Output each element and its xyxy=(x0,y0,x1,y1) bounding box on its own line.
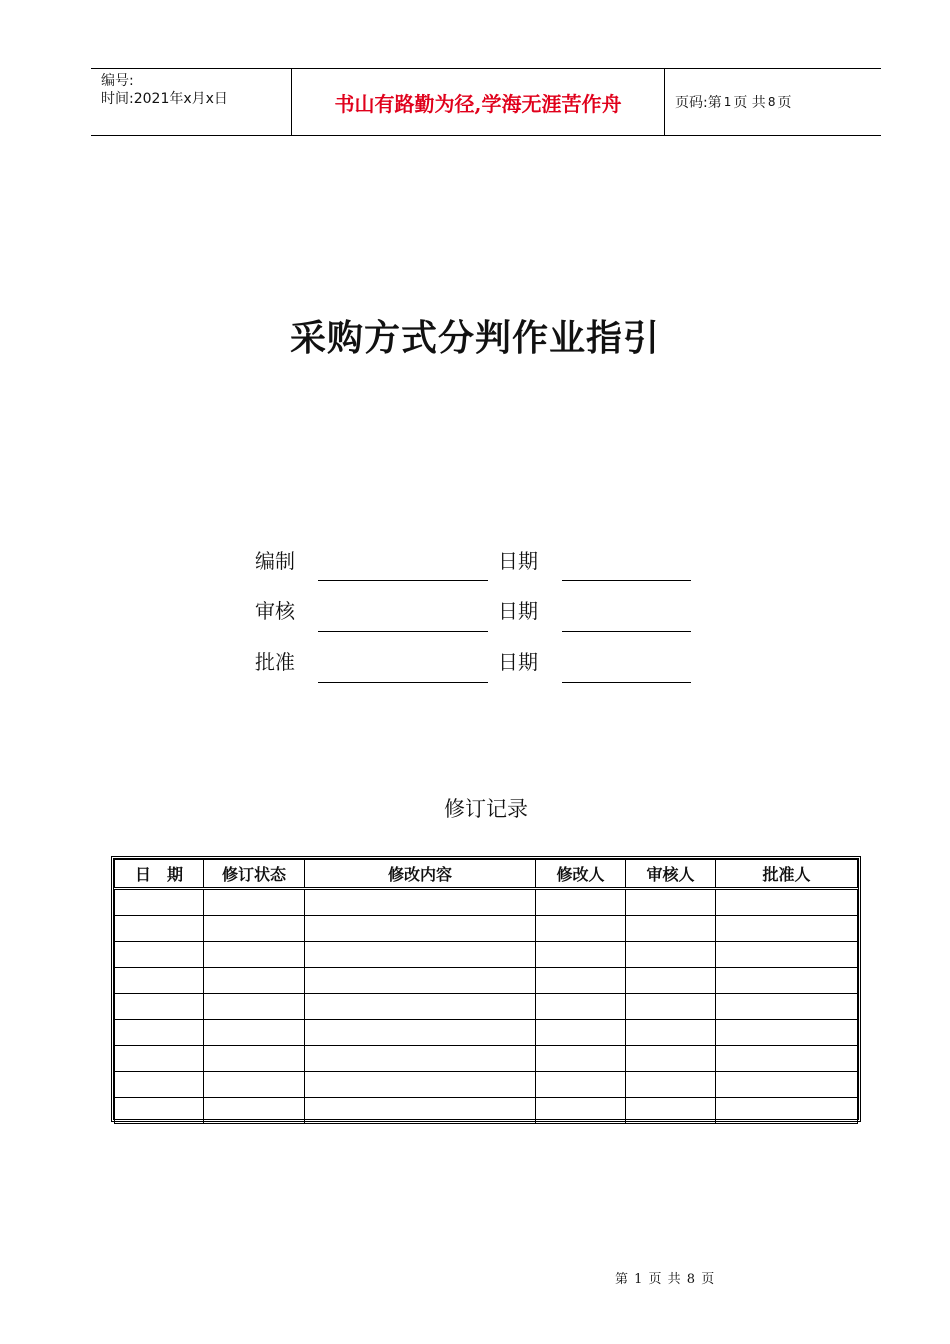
table-cell[interactable] xyxy=(204,1072,305,1098)
signoff-date-line-compile[interactable] xyxy=(562,580,691,581)
signoff-date-label-review: 日期 xyxy=(498,599,538,623)
table-cell[interactable] xyxy=(536,889,626,916)
page-total: 8 xyxy=(767,95,776,109)
header-motto: 书山有路勤为径,学海无涯苦作舟 xyxy=(292,69,665,135)
table-cell[interactable] xyxy=(716,994,858,1020)
table-cell[interactable] xyxy=(626,1020,716,1046)
revision-table xyxy=(111,856,861,1122)
page-mid: 页 共 xyxy=(733,95,766,111)
signoff-line-approve[interactable] xyxy=(318,682,488,683)
table-cell[interactable] xyxy=(626,942,716,968)
page-header xyxy=(91,68,881,136)
table-cell[interactable] xyxy=(204,1046,305,1072)
table-cell[interactable] xyxy=(716,1072,858,1098)
header-page-info xyxy=(665,69,881,135)
signoff-date-label-approve: 日期 xyxy=(498,650,538,674)
table-cell[interactable] xyxy=(305,1046,536,1072)
table-cell[interactable] xyxy=(536,1020,626,1046)
table-cell[interactable] xyxy=(204,916,305,942)
table-cell[interactable] xyxy=(536,1098,626,1124)
revision-header-row xyxy=(115,860,858,889)
table-cell[interactable] xyxy=(626,916,716,942)
revision-column-header: 修改人 xyxy=(536,860,626,889)
table-cell[interactable] xyxy=(305,1020,536,1046)
page-end: 页 xyxy=(777,95,792,111)
table-cell[interactable] xyxy=(204,1020,305,1046)
table-cell[interactable] xyxy=(536,942,626,968)
table-cell[interactable] xyxy=(536,968,626,994)
table-cell[interactable] xyxy=(115,942,204,968)
signoff-label-compile: 编制 xyxy=(255,549,295,573)
table-cell[interactable] xyxy=(716,1098,858,1124)
table-cell[interactable] xyxy=(536,1072,626,1098)
table-cell[interactable] xyxy=(204,942,305,968)
table-cell[interactable] xyxy=(115,994,204,1020)
table-cell[interactable] xyxy=(716,1020,858,1046)
signoff-date-line-approve[interactable] xyxy=(562,682,691,683)
table-cell[interactable] xyxy=(716,889,858,916)
page-number: 1 xyxy=(723,95,732,109)
table-cell[interactable] xyxy=(716,942,858,968)
table-cell[interactable] xyxy=(115,1046,204,1072)
table-cell[interactable] xyxy=(115,1098,204,1124)
signoff-line-compile[interactable] xyxy=(318,580,488,581)
table-cell[interactable] xyxy=(115,968,204,994)
table-cell[interactable] xyxy=(626,1098,716,1124)
table-cell[interactable] xyxy=(115,916,204,942)
document-title: 采购方式分判作业指引 xyxy=(289,317,660,359)
header-meta xyxy=(91,69,292,135)
table-cell[interactable] xyxy=(305,1098,536,1124)
table-row xyxy=(115,994,858,1020)
table-cell[interactable] xyxy=(305,916,536,942)
table-cell[interactable] xyxy=(204,994,305,1020)
table-row xyxy=(115,916,858,942)
revision-column-header: 批准人 xyxy=(716,860,858,889)
table-row xyxy=(115,942,858,968)
table-cell[interactable] xyxy=(626,968,716,994)
table-row xyxy=(115,1046,858,1072)
table-cell[interactable] xyxy=(626,1072,716,1098)
doc-time-label: 时间:2021年x月x日 xyxy=(101,91,228,107)
page-label: 页码:第 xyxy=(675,95,722,111)
table-cell[interactable] xyxy=(626,994,716,1020)
revision-column-header: 审核人 xyxy=(626,860,716,889)
table-cell[interactable] xyxy=(626,889,716,916)
revision-body xyxy=(115,889,858,1124)
table-cell[interactable] xyxy=(305,968,536,994)
table-cell[interactable] xyxy=(536,916,626,942)
table-cell[interactable] xyxy=(115,1072,204,1098)
signoff-label-review: 审核 xyxy=(255,599,295,623)
table-cell[interactable] xyxy=(536,1046,626,1072)
signoff-date-label-compile: 日期 xyxy=(498,549,538,573)
table-cell[interactable] xyxy=(305,889,536,916)
page-footer: 第 1 页 共 8 页 xyxy=(615,1272,716,1287)
table-cell[interactable] xyxy=(204,1098,305,1124)
table-cell[interactable] xyxy=(716,1046,858,1072)
table-row xyxy=(115,1098,858,1124)
table-cell[interactable] xyxy=(716,968,858,994)
table-cell[interactable] xyxy=(626,1046,716,1072)
table-row xyxy=(115,1020,858,1046)
signoff-line-review[interactable] xyxy=(318,631,488,632)
revision-column-header: 修改内容 xyxy=(305,860,536,889)
table-cell[interactable] xyxy=(305,942,536,968)
revision-title: 修订记录 xyxy=(444,797,528,821)
table-cell[interactable] xyxy=(115,889,204,916)
table-row xyxy=(115,968,858,994)
doc-code-label: 编号: xyxy=(101,73,134,89)
table-cell[interactable] xyxy=(536,994,626,1020)
revision-column-header: 日 期 xyxy=(115,860,204,889)
table-cell[interactable] xyxy=(716,916,858,942)
revision-grid xyxy=(114,859,858,1124)
table-cell[interactable] xyxy=(204,968,305,994)
table-row xyxy=(115,889,858,916)
revision-column-header: 修订状态 xyxy=(204,860,305,889)
table-cell[interactable] xyxy=(115,1020,204,1046)
table-row xyxy=(115,1072,858,1098)
table-cell[interactable] xyxy=(305,994,536,1020)
table-cell[interactable] xyxy=(305,1072,536,1098)
signoff-date-line-review[interactable] xyxy=(562,631,691,632)
signoff-label-approve: 批准 xyxy=(255,650,295,674)
table-cell[interactable] xyxy=(204,889,305,916)
